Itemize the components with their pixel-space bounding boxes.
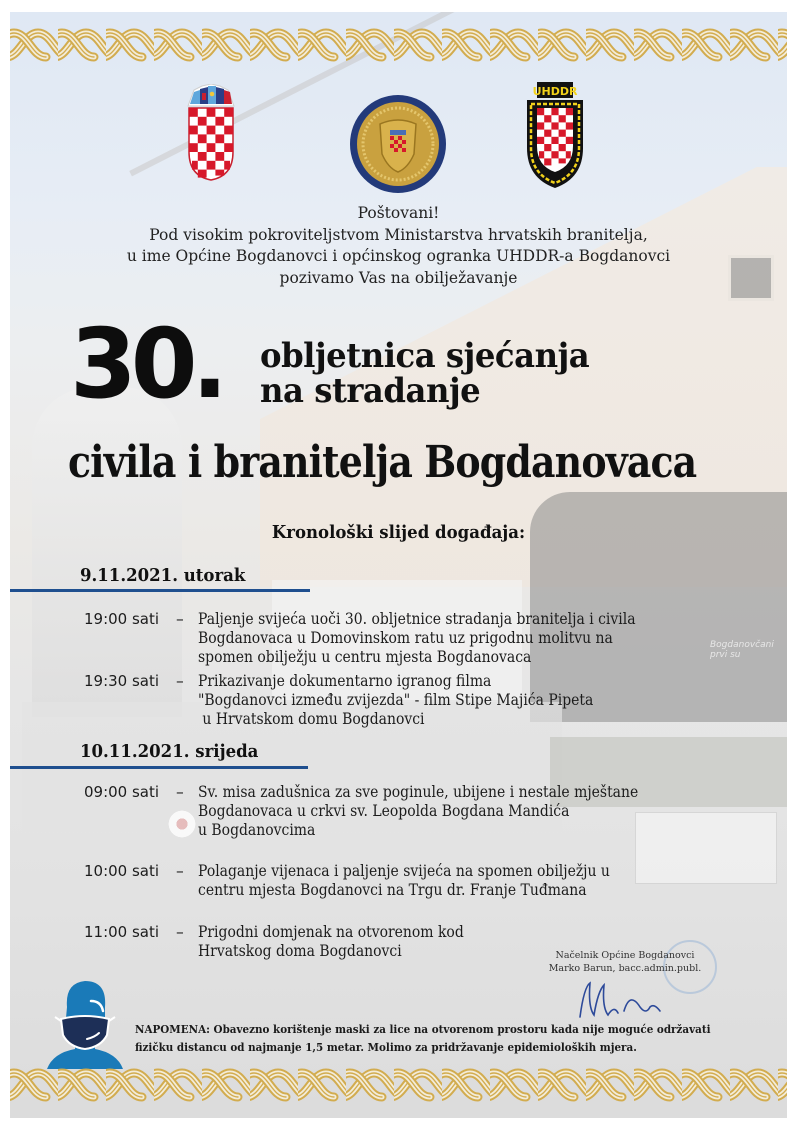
uhddr-badge-icon [525,82,585,190]
event-description-line: Bogdanovaca u Domovinskom ratu uz prigodnu molitvu na [198,629,613,647]
event-description-line: Bogdanovaca u crkvi sv. Leopolda Bogdana Mandića [198,802,570,820]
event-description [198,862,768,900]
intro-line: u ime Općine Bogdanovci i općinskog ogranka UHDDR-a Bogdanovci [126,247,671,265]
event-dash: – [176,862,184,880]
background-mural-text: Bogdanovčani prvi su [710,640,774,660]
event-dash: – [176,923,184,941]
face-mask-icon [45,977,125,1069]
event-description-line: u Bogdanovcima [198,821,316,839]
event-description [198,783,768,840]
covid-notice [135,1020,785,1056]
event-description-line: Hrvatskog doma Bogdanovci [198,942,402,960]
event-description-line: Prigodni domjenak na otvorenom kod [198,923,464,941]
day-heading-rule [10,589,310,592]
signatory-title: Načelnik Općine Bogdanovci [555,950,695,961]
event-dash: – [176,783,184,801]
signature-block [545,949,705,975]
event-dash: – [176,610,184,628]
event-poster [10,12,787,1118]
gold-braid-border-bottom [10,1065,787,1105]
event-time: 10:00 sati [84,862,160,880]
intro-line: Pod visokim pokroviteljstvom Ministarstva hrvatskih branitelja, [149,225,648,244]
title-line-1: obljetnica sjećanja [260,336,590,376]
event-description-line: Prikazivanje dokumentarno igranog filma [198,672,492,690]
event-description [198,610,768,667]
event-description-line: Sv. misa zadušnica za sve poginule, ubijene i nestale mještane [198,783,639,801]
event-time: 09:00 sati [84,783,160,801]
greeting: Poštovani! [357,204,440,222]
notice-line: fizičku distancu od najmanje 1,5 metar. Molimo za pridržavanje epidemioloških mjera. [135,1040,637,1054]
svg-text:UHDDR: UHDDR [532,85,578,98]
event-time: 19:00 sati [84,610,160,628]
day-heading: 9.11.2021. utorak [80,565,246,586]
signatory-name: Marko Barun, bacc.admin.publ. [548,963,702,974]
handwritten-signature-icon [570,977,665,1022]
day-heading: 10.11.2021. srijeda [80,741,259,762]
invitation-intro [10,203,787,289]
day-heading-rule [10,766,308,769]
event-time: 11:00 sati [84,923,160,941]
anniversary-number: 30. [70,308,223,420]
chronology-heading: Kronološki slijed događaja: [271,522,526,543]
event-description-line: Polaganje vijenaca i paljenje svijeća na spomen obilježju u [198,862,610,880]
event-description-line: u Hrvatskom domu Bogdanovci [198,710,425,728]
gold-braid-border-top [10,25,787,65]
notice-line: NAPOMENA: Obavezno korištenje maski za lice na otvorenom prostoru kada nije moguće održavati [135,1022,711,1036]
event-time: 19:30 sati [84,672,160,690]
event-description-line: spomen obilježju u centru mjesta Bogdanovaca [198,648,532,666]
event-description-line: centru mjesta Bogdanovci na Trgu dr. Franje Tuđmana [198,881,587,899]
croatian-coat-of-arms-icon [186,84,236,182]
ministry-of-veterans-seal-icon [348,94,448,194]
event-description-line: "Bogdanovci između zvijezda" - film Stipe Majića Pipeta [198,691,594,709]
event-description-line: Paljenje svijeća uoči 30. obljetnice stradanja branitelja i civila [198,610,636,628]
intro-line: pozivamo Vas na obilježavanje [279,268,518,287]
title-line-3: civila i branitelja Bogdanovaca [68,437,697,488]
title-line-2: na stradanje [260,371,481,411]
background-flowers [168,807,196,841]
event-description [198,672,768,729]
event-dash: – [176,672,184,690]
